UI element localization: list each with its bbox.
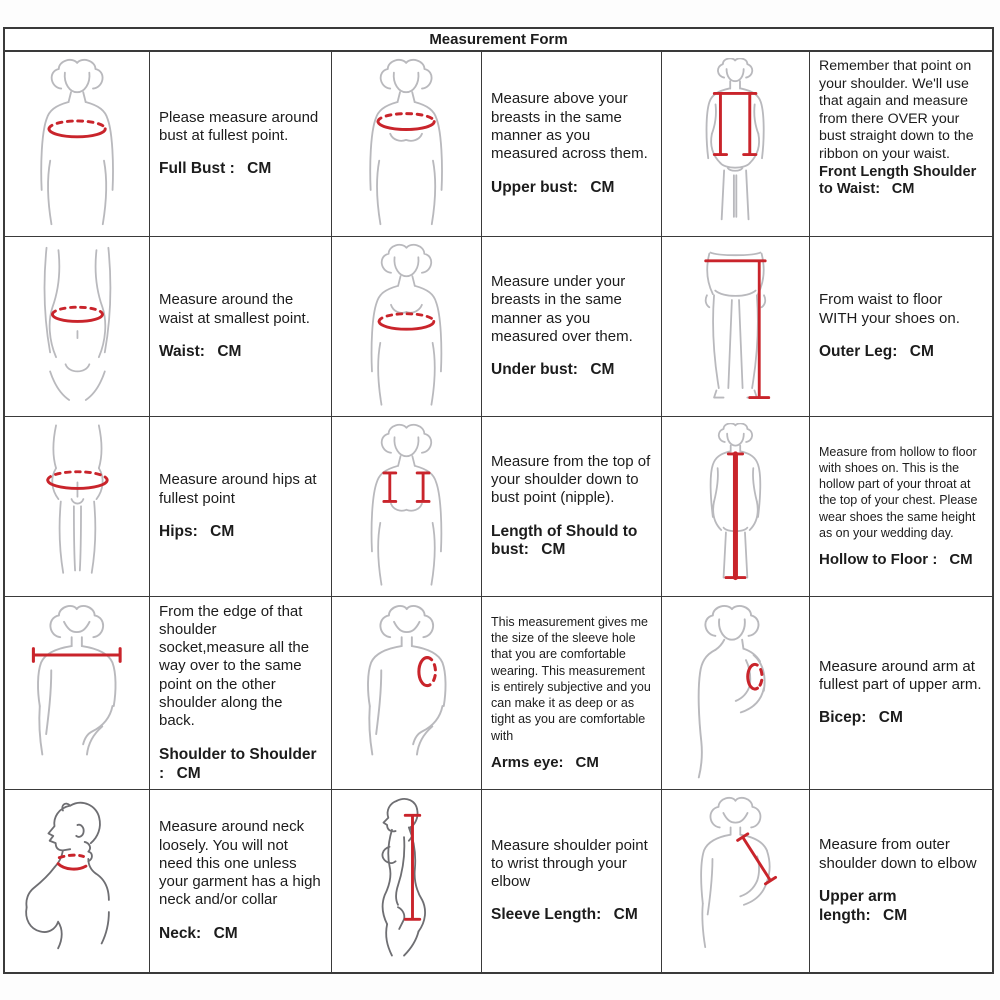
cell-shoulder-to-shoulder-figure bbox=[5, 597, 150, 790]
cell-front-length-text bbox=[810, 52, 992, 237]
cell-full-bust-figure bbox=[5, 52, 150, 237]
cell-sleeve-length-text bbox=[482, 790, 662, 972]
measurement-label: Upper arm length: CM bbox=[819, 887, 908, 924]
cell-outer-leg-text bbox=[810, 237, 992, 417]
measurement-table bbox=[3, 27, 994, 974]
cell-neck-figure bbox=[5, 790, 150, 972]
measurement-label: Waist: CM bbox=[159, 342, 242, 360]
measurement-label: Full Bust : CM bbox=[159, 160, 272, 178]
instruction-text: This measurement gives me the size of the sleeve hole that you are comfortable wearing. This measurement is entirely subjective and you can make it as deep or as tight as you are comfortable with bbox=[491, 614, 651, 743]
instruction-text: Measure under your breasts in the same manner as you measured over them. bbox=[491, 272, 633, 345]
unit-label: CM bbox=[891, 181, 915, 198]
instruction-text: From waist to floor WITH your shoes on. bbox=[819, 291, 960, 327]
measurement-label: Under bust: CM bbox=[491, 361, 615, 379]
cell-full-bust-text bbox=[150, 52, 332, 237]
measurement-label: Neck: CM bbox=[159, 924, 238, 942]
measurement-label: Front Length Shoulder to Waist: CM bbox=[819, 163, 977, 198]
instruction-text: Please measure around bust at fullest point. bbox=[159, 108, 319, 145]
upper-arm-length-figure-icon bbox=[675, 796, 796, 965]
measurement-label: Hollow to Floor : CM bbox=[819, 551, 973, 569]
measurement-label: Upper bust: CM bbox=[491, 178, 615, 196]
instruction-text: Measure around arm at fullest part of upper arm. bbox=[819, 657, 982, 694]
instruction-text: Measure around hips at fullest point bbox=[159, 471, 317, 507]
instruction-text: Measure from outer shoulder down to elbow bbox=[819, 836, 977, 872]
full-bust-figure-icon bbox=[16, 58, 138, 229]
unit-label: CM bbox=[590, 361, 615, 379]
upper-bust-figure-icon bbox=[345, 58, 467, 229]
waist-figure-icon bbox=[18, 243, 137, 409]
hips-figure-icon bbox=[18, 423, 137, 589]
instruction-text: Measure around the waist at smallest point. bbox=[159, 291, 310, 327]
unit-label: CM bbox=[541, 541, 566, 559]
unit-label: CM bbox=[210, 522, 235, 540]
measurement-label: Sleeve Length: CM bbox=[491, 906, 638, 924]
unit-label: CM bbox=[883, 906, 908, 924]
cell-hollow-to-floor-text bbox=[810, 417, 992, 597]
unit-label: CM bbox=[217, 342, 242, 360]
measurement-grid bbox=[5, 52, 992, 972]
measurement-label: Length of Should to bust: CM bbox=[491, 522, 638, 559]
cell-upper-arm-length-figure bbox=[662, 790, 810, 972]
unit-label: CM bbox=[575, 753, 599, 771]
cell-front-length-figure bbox=[662, 52, 810, 237]
shoulder-to-shoulder-figure-icon bbox=[13, 604, 141, 783]
shoulder-to-bust-figure-icon bbox=[347, 423, 466, 589]
cell-under-bust-figure bbox=[332, 237, 482, 417]
form-title: Measurement Form bbox=[5, 29, 992, 52]
cell-waist-figure bbox=[5, 237, 150, 417]
unit-label: CM bbox=[909, 342, 934, 360]
unit-label: CM bbox=[613, 906, 638, 924]
cell-arms-eye-text bbox=[482, 597, 662, 790]
cell-hips-text bbox=[150, 417, 332, 597]
instruction-text: Measure shoulder point to wrist through your elbow bbox=[491, 836, 648, 891]
cell-bicep-figure bbox=[662, 597, 810, 790]
hollow-to-floor-figure-icon bbox=[676, 423, 795, 589]
cell-under-bust-text bbox=[482, 237, 662, 417]
outer-leg-figure-icon bbox=[676, 243, 795, 409]
unit-label: CM bbox=[590, 178, 615, 196]
cell-hips-figure bbox=[5, 417, 150, 597]
measurement-label: Hips: CM bbox=[159, 522, 235, 540]
unit-label: CM bbox=[176, 764, 201, 782]
sleeve-length-figure-icon bbox=[346, 796, 467, 965]
unit-label: CM bbox=[213, 924, 238, 942]
measurement-label: Arms eye: CM bbox=[491, 753, 599, 771]
instruction-text: Measure above your breasts in the same manner as you measured across them. bbox=[491, 90, 648, 163]
instruction-text: Remember that point on your shoulder. We'll use that again and measure from there OVER your bust straight down to the ribbon on your waist. bbox=[819, 58, 974, 163]
unit-label: CM bbox=[247, 160, 272, 178]
cell-shoulder-to-bust-text bbox=[482, 417, 662, 597]
instruction-text: From the edge of that shoulder socket,measure all the way over to the same point on the other shoulder along the back. bbox=[159, 602, 310, 730]
measurement-label: Shoulder to Shoulder : CM bbox=[159, 745, 317, 782]
instruction-text: Measure from the top of your shoulder down to bust point (nipple). bbox=[491, 452, 651, 507]
cell-upper-arm-length-text bbox=[810, 790, 992, 972]
cell-outer-leg-figure bbox=[662, 237, 810, 417]
bicep-figure-icon bbox=[672, 604, 800, 783]
unit-label: CM bbox=[949, 551, 973, 569]
instruction-text: Measure from hollow to floor with shoes on. This is the hollow part of your throat at the top of your chest. Please wear shoes the same height as on your wedding day. bbox=[819, 444, 978, 540]
measurement-label: Outer Leg: CM bbox=[819, 342, 934, 360]
cell-upper-bust-text bbox=[482, 52, 662, 237]
cell-upper-bust-figure bbox=[332, 52, 482, 237]
instruction-text: Measure around neck loosely. You will not need this one unless your garment has a high neck and/or collar bbox=[159, 818, 321, 909]
cell-shoulder-to-bust-figure bbox=[332, 417, 482, 597]
cell-sleeve-length-figure bbox=[332, 790, 482, 972]
unit-label: CM bbox=[878, 709, 903, 727]
arms-eye-figure-icon bbox=[343, 604, 471, 783]
measurement-label: Bicep: CM bbox=[819, 709, 903, 727]
cell-arms-eye-figure bbox=[332, 597, 482, 790]
front-length-shoulder-to-waist-figure-icon bbox=[674, 58, 796, 229]
cell-hollow-to-floor-figure bbox=[662, 417, 810, 597]
cell-waist-text bbox=[150, 237, 332, 417]
under-bust-figure-icon bbox=[347, 243, 466, 409]
cell-neck-text bbox=[150, 790, 332, 972]
cell-bicep-text bbox=[810, 597, 992, 790]
neck-figure-icon bbox=[17, 796, 138, 965]
cell-shoulder-to-shoulder-text bbox=[150, 597, 332, 790]
